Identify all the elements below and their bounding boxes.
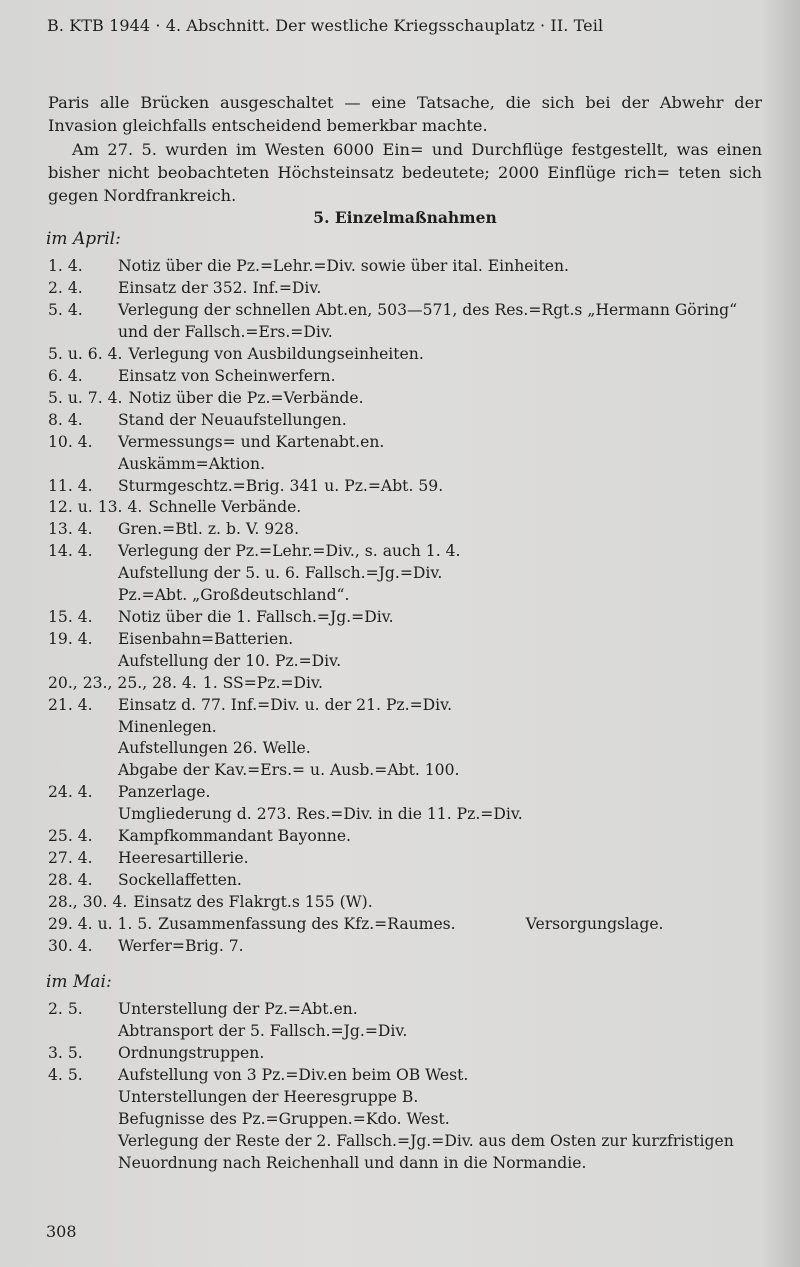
entry-text [48, 300, 762, 344]
entry-text [48, 936, 762, 958]
entry-date: 3. 5. [48, 1044, 83, 1063]
entry-line: Sturmgeschtz.=Brig. 341 u. Pz.=Abt. 59. [118, 476, 444, 495]
entry-date: 1. 4. [48, 257, 83, 276]
entry-text [48, 1043, 762, 1065]
paragraph: Paris alle Brücken ausgeschaltet — eine Tatsache, die sich bei der Abwehr der Invasion gleichfalls entscheidend bemerkbar machte. [48, 93, 762, 136]
entry-line: Unterstellung der Pz.=Abt.en. [118, 1000, 358, 1019]
entry-date: 28., 30. 4. [48, 892, 128, 911]
entry-line: Sockellaffetten. [118, 870, 242, 889]
entry-line: Vermessungs= und Kartenabt.en. [118, 432, 385, 451]
entry-text [48, 410, 762, 432]
list-entry [48, 344, 762, 366]
entry-date: 5. u. 7. 4. [48, 388, 123, 407]
entry-line: Aufstellung der 5. u. 6. Fallsch.=Jg.=Div. [118, 564, 443, 583]
entry-text [152, 915, 663, 933]
entry-date: 29. 4. u. 1. 5. [48, 914, 153, 933]
entry-line: 1. SS=Pz.=Div. [202, 673, 323, 692]
entry-line: Aufstellung der 10. Pz.=Div. [118, 651, 342, 670]
entry-date: 20., 23., 25., 28. 4. [48, 673, 197, 692]
entry-date: 24. 4. [48, 783, 93, 802]
list-entry [48, 936, 762, 958]
entry-line: Ordnungstruppen. [118, 1044, 265, 1063]
entry-line: Abgabe der Kav.=Ers.= u. Ausb.=Abt. 100. [118, 761, 460, 780]
entry-date: 10. 4. [48, 432, 93, 451]
running-header: B. KTB 1944 · 4. Abschnitt. Der westliche Kriegsschauplatz · II. Teil [47, 16, 604, 35]
entry-text [127, 893, 372, 911]
entry-line: Umgliederung d. 273. Res.=Div. in die 11. Pz.=Div. [118, 805, 523, 824]
entry-text [123, 389, 364, 407]
april-heading: im April: [46, 229, 121, 250]
entry-line: Verlegung der Pz.=Lehr.=Div., s. auch 1. 4. [118, 542, 461, 561]
entry-line: Panzerlage. [118, 783, 211, 802]
entry-date: 6. 4. [48, 367, 83, 386]
entry-line: Versorgungslage. [525, 914, 664, 933]
list-entry [48, 256, 762, 278]
entry-date: 2. 5. [48, 1000, 83, 1019]
list-entry [48, 607, 762, 629]
entry-text [48, 541, 762, 607]
entry-line: Befugnisse des Pz.=Gruppen.=Kdo. West. [118, 1110, 450, 1129]
entry-line: Minenlegen. [118, 717, 217, 736]
paragraph: Am 27. 5. wurden im Westen 6000 Ein= und Durchflüge festgestellt, was einen bisher nicht beobachteten Höchsteinsatz bedeutete; 2000 Einflüge rich= teten sich gegen Nordfrankreich. [48, 139, 762, 206]
entry-line: Verlegung der schnellen Abt.en, 503—571, des Res.=Rgt.s „Hermann Göring“ [118, 301, 738, 320]
section-title: 5. Einzelmaßnahmen [313, 208, 497, 228]
entry-line: Schnelle Verbände. [148, 498, 302, 517]
entry-text [48, 256, 762, 278]
entry-line: Notiz über die Pz.=Lehr.=Div. sowie über ital. Einheiten. [118, 257, 569, 276]
entry-line: Stand der Neuaufstellungen. [118, 410, 347, 429]
list-entry [48, 519, 762, 541]
list-entry [48, 999, 762, 1043]
entry-date: 14. 4. [48, 542, 93, 561]
entry-text [48, 432, 762, 476]
entry-line: Eisenbahn=Batterien. [118, 629, 294, 648]
entry-line: Kampfkommandant Bayonne. [118, 827, 352, 846]
entry-text [48, 607, 762, 629]
list-entry [48, 673, 762, 695]
entry-text [48, 695, 762, 783]
entry-line: Werfer=Brig. 7. [118, 936, 244, 955]
entry-line: Verlegung von Ausbildungseinheiten. [128, 345, 424, 364]
list-entry [48, 366, 762, 388]
entry-line: Einsatz von Scheinwerfern. [118, 367, 336, 386]
list-entry [48, 695, 762, 783]
entry-text [48, 870, 762, 892]
entry-line: Auskämm=Aktion. [118, 454, 266, 473]
entry-text [48, 826, 762, 848]
entry-text [48, 1065, 762, 1175]
entry-text [142, 498, 301, 516]
entry-text [48, 782, 762, 826]
list-entry [48, 826, 762, 848]
entry-date: 11. 4. [48, 476, 93, 495]
list-entry [48, 782, 762, 826]
entry-text [48, 366, 762, 388]
list-entry [48, 892, 762, 914]
entry-date: 15. 4. [48, 607, 93, 626]
entry-text [197, 674, 323, 692]
entry-date: 19. 4. [48, 629, 93, 648]
entry-date: 25. 4. [48, 827, 93, 846]
list-entry [48, 410, 762, 432]
entry-text [48, 278, 762, 300]
entry-date: 5. 4. [48, 301, 83, 320]
mai-heading: im Mai: [46, 972, 112, 993]
entry-line: Unterstellungen der Heeresgruppe B. [118, 1088, 419, 1107]
list-entry [48, 1043, 762, 1065]
list-entry [48, 629, 762, 673]
list-entry [48, 432, 762, 476]
entry-line: Einsatz der 352. Inf.=Div. [118, 279, 322, 298]
entry-line: Aufstellungen 26. Welle. [118, 739, 311, 758]
entry-text [48, 999, 762, 1043]
list-entry [48, 914, 762, 936]
list-entry [48, 848, 762, 870]
list-entry [48, 870, 762, 892]
list-entry [48, 300, 762, 344]
entry-line: und der Fallsch.=Ers.=Div. [118, 323, 333, 342]
entry-text [48, 519, 762, 541]
list-entry [48, 278, 762, 300]
entry-text [48, 848, 762, 870]
entry-date: 8. 4. [48, 410, 83, 429]
mai-entries [48, 999, 762, 1174]
entry-text [48, 476, 762, 498]
entry-text [123, 345, 424, 363]
entry-date: 28. 4. [48, 870, 93, 889]
entry-line: Aufstellung von 3 Pz.=Div.en beim OB West. [118, 1066, 469, 1085]
list-entry [48, 541, 762, 607]
entry-line: Abtransport der 5. Fallsch.=Jg.=Div. [118, 1022, 408, 1041]
entry-line: Gren.=Btl. z. b. V. 928. [118, 520, 300, 539]
list-entry [48, 1065, 762, 1175]
entry-line: Neuordnung nach Reichenhall und dann in die Normandie. [118, 1153, 587, 1172]
entry-line: Einsatz des Flakrgt.s 155 (W). [133, 892, 373, 911]
list-entry [48, 497, 762, 519]
list-entry [48, 476, 762, 498]
entry-date: 30. 4. [48, 936, 93, 955]
entry-date: 12. u. 13. 4. [48, 498, 143, 517]
entry-line: Verlegung der Reste der 2. Fallsch.=Jg.=Div. aus dem Osten zur kurzfristigen [118, 1131, 734, 1150]
entry-date: 4. 5. [48, 1066, 83, 1085]
entry-text [48, 629, 762, 673]
entry-line: Heeresartillerie. [118, 848, 249, 867]
page-number: 308 [46, 1222, 77, 1241]
april-entries [48, 256, 762, 957]
entry-line: Notiz über die 1. Fallsch.=Jg.=Div. [118, 607, 394, 626]
entry-line: Pz.=Abt. „Großdeutschland“. [118, 586, 350, 605]
entry-date: 13. 4. [48, 520, 93, 539]
entry-date: 5. u. 6. 4. [48, 345, 123, 364]
entry-line: Einsatz d. 77. Inf.=Div. u. der 21. Pz.=Div. [118, 695, 453, 714]
page-body [48, 91, 762, 1175]
entry-line: Notiz über die Pz.=Verbände. [128, 388, 364, 407]
entry-line: Zusammenfassung des Kfz.=Raumes. [158, 914, 456, 933]
entry-date: 21. 4. [48, 695, 93, 714]
entry-date: 2. 4. [48, 279, 83, 298]
list-entry [48, 388, 762, 410]
entry-date: 27. 4. [48, 848, 93, 867]
